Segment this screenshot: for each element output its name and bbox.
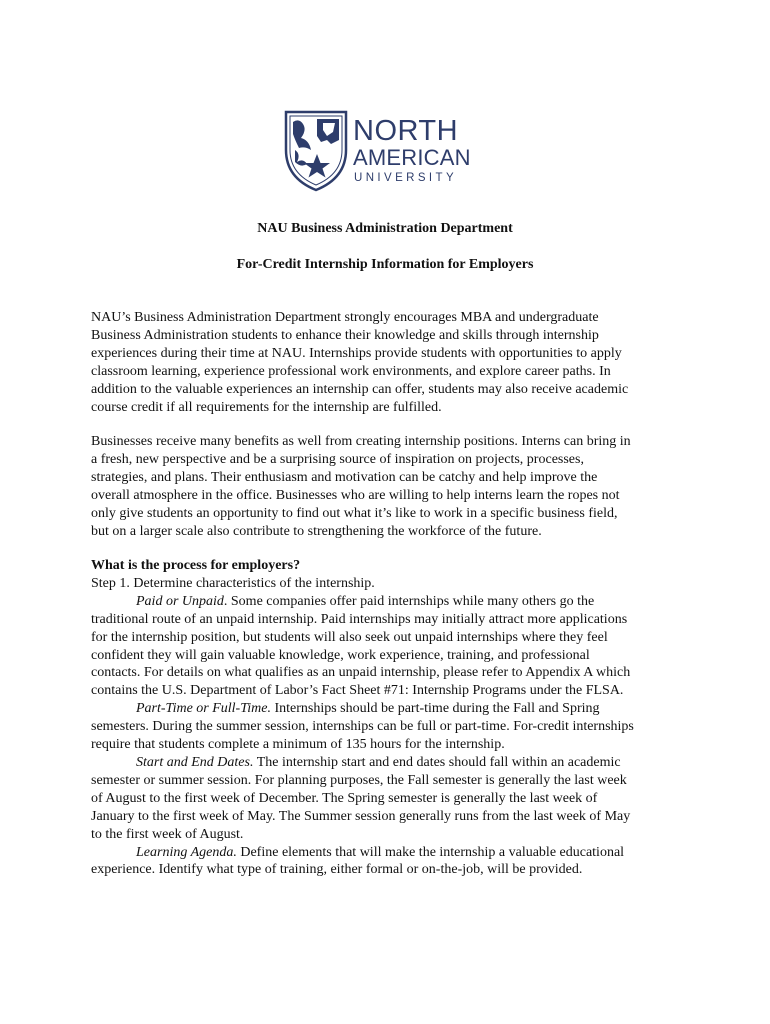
part-full-time-term: Part-Time or Full-Time. <box>136 701 271 717</box>
logo-word-university: UNIVERSITY <box>354 172 458 184</box>
step-1-text: Step 1. Determine characteristics of the internship. <box>91 575 375 591</box>
text-line: January to the first week of May. The Summer session generally runs from the last week of May <box>91 808 631 824</box>
text-line: contacts. For details on what qualifies as an unpaid internship, please refer to Appendix A which <box>91 665 631 681</box>
text-line: experiences during their time at NAU. Internships provide students with opportunities to apply <box>91 345 622 361</box>
text-line: Business Administration students to enhance their knowledge and skills through internship <box>91 327 599 343</box>
text-line: strategies, and plans. Their enthusiasm and motivation can be catchy and help improve the <box>91 469 598 485</box>
paid-unpaid-term: Paid or Unpaid <box>136 593 224 609</box>
start-end-dates-lead <box>91 754 691 772</box>
text-line: course credit if all requirements for the internship are fulfilled. <box>91 399 442 415</box>
text-fragment: . Some companies offer paid internships while many others go the <box>223 593 595 609</box>
text-line: Businesses receive many benefits as well from creating internship positions. Interns can bring in <box>91 434 631 449</box>
text-line: confident they will gain valuable knowledge, work experience, training, and professional <box>91 647 590 663</box>
text-fragment: Define elements that will make the internship a valuable educational <box>236 844 625 860</box>
paid-unpaid-lead <box>91 593 691 611</box>
text-line: addition to the valuable experiences an internship can offer, students may also receive academic <box>91 381 629 397</box>
document-title: For-Credit Internship Information for Employers <box>236 257 534 272</box>
intro-paragraph <box>91 309 691 416</box>
text-line: of August to the first week of December. The Spring semester is generally the last week of <box>91 790 598 806</box>
text-line: NAU’s Business Administration Department strongly encourages MBA and undergraduate <box>91 310 599 325</box>
text-line: traditional route of an unpaid internship. Paid internships may initially attract more applications <box>91 611 628 627</box>
text-line: overall atmosphere in the office. Businesses who are willing to help interns learn the ropes not <box>91 487 620 503</box>
shield-crest-icon <box>283 110 483 194</box>
text-line: classroom learning, experience professional work environments, and explore career paths. In <box>91 363 611 379</box>
logo-word-north: NORTH <box>353 115 459 147</box>
part-full-time-lead <box>91 700 691 718</box>
logo-word-american: AMERICAN <box>353 145 471 170</box>
employer-process-section <box>91 557 691 879</box>
department-heading: NAU Business Administration Department <box>257 221 513 236</box>
text-line: a fresh, new perspective and be a surprising source of inspiration on projects, processes, <box>91 451 584 467</box>
section-heading: What is the process for employers? <box>91 558 301 573</box>
text-line: require that students complete a minimum of 135 hours for the internship. <box>91 737 505 753</box>
text-fragment: Internships should be part-time during the Fall and Spring <box>270 701 600 717</box>
text-line: to the first week of August. <box>91 826 244 842</box>
learning-agenda-lead <box>91 844 691 862</box>
text-line: but on a larger scale also contribute to strengthening the workforce of the future. <box>91 523 542 539</box>
text-line: experience. Identify what type of training, either formal or on-the-job, will be provided. <box>91 862 583 878</box>
text-line: for the internship position, but students will also seek out unpaid internships where they feel <box>91 629 608 645</box>
text-line: contains the U.S. Department of Labor’s Fact Sheet #71: Internship Programs under the FLSA. <box>91 683 624 699</box>
university-logo <box>283 110 483 194</box>
text-line: semester or summer session. For planning purposes, the Fall semester is generally the last week <box>91 772 627 788</box>
learning-agenda-term: Learning Agenda. <box>136 844 237 860</box>
benefits-paragraph <box>91 433 691 540</box>
text-fragment: The internship start and end dates should fall within an academic <box>253 754 621 770</box>
text-line: semesters. During the summer session, internships can be full or part-time. For-credit internships <box>91 719 634 735</box>
text-line: only give students an opportunity to find out what it’s like to work in a specific business field, <box>91 505 618 521</box>
start-end-dates-term: Start and End Dates. <box>136 754 254 770</box>
